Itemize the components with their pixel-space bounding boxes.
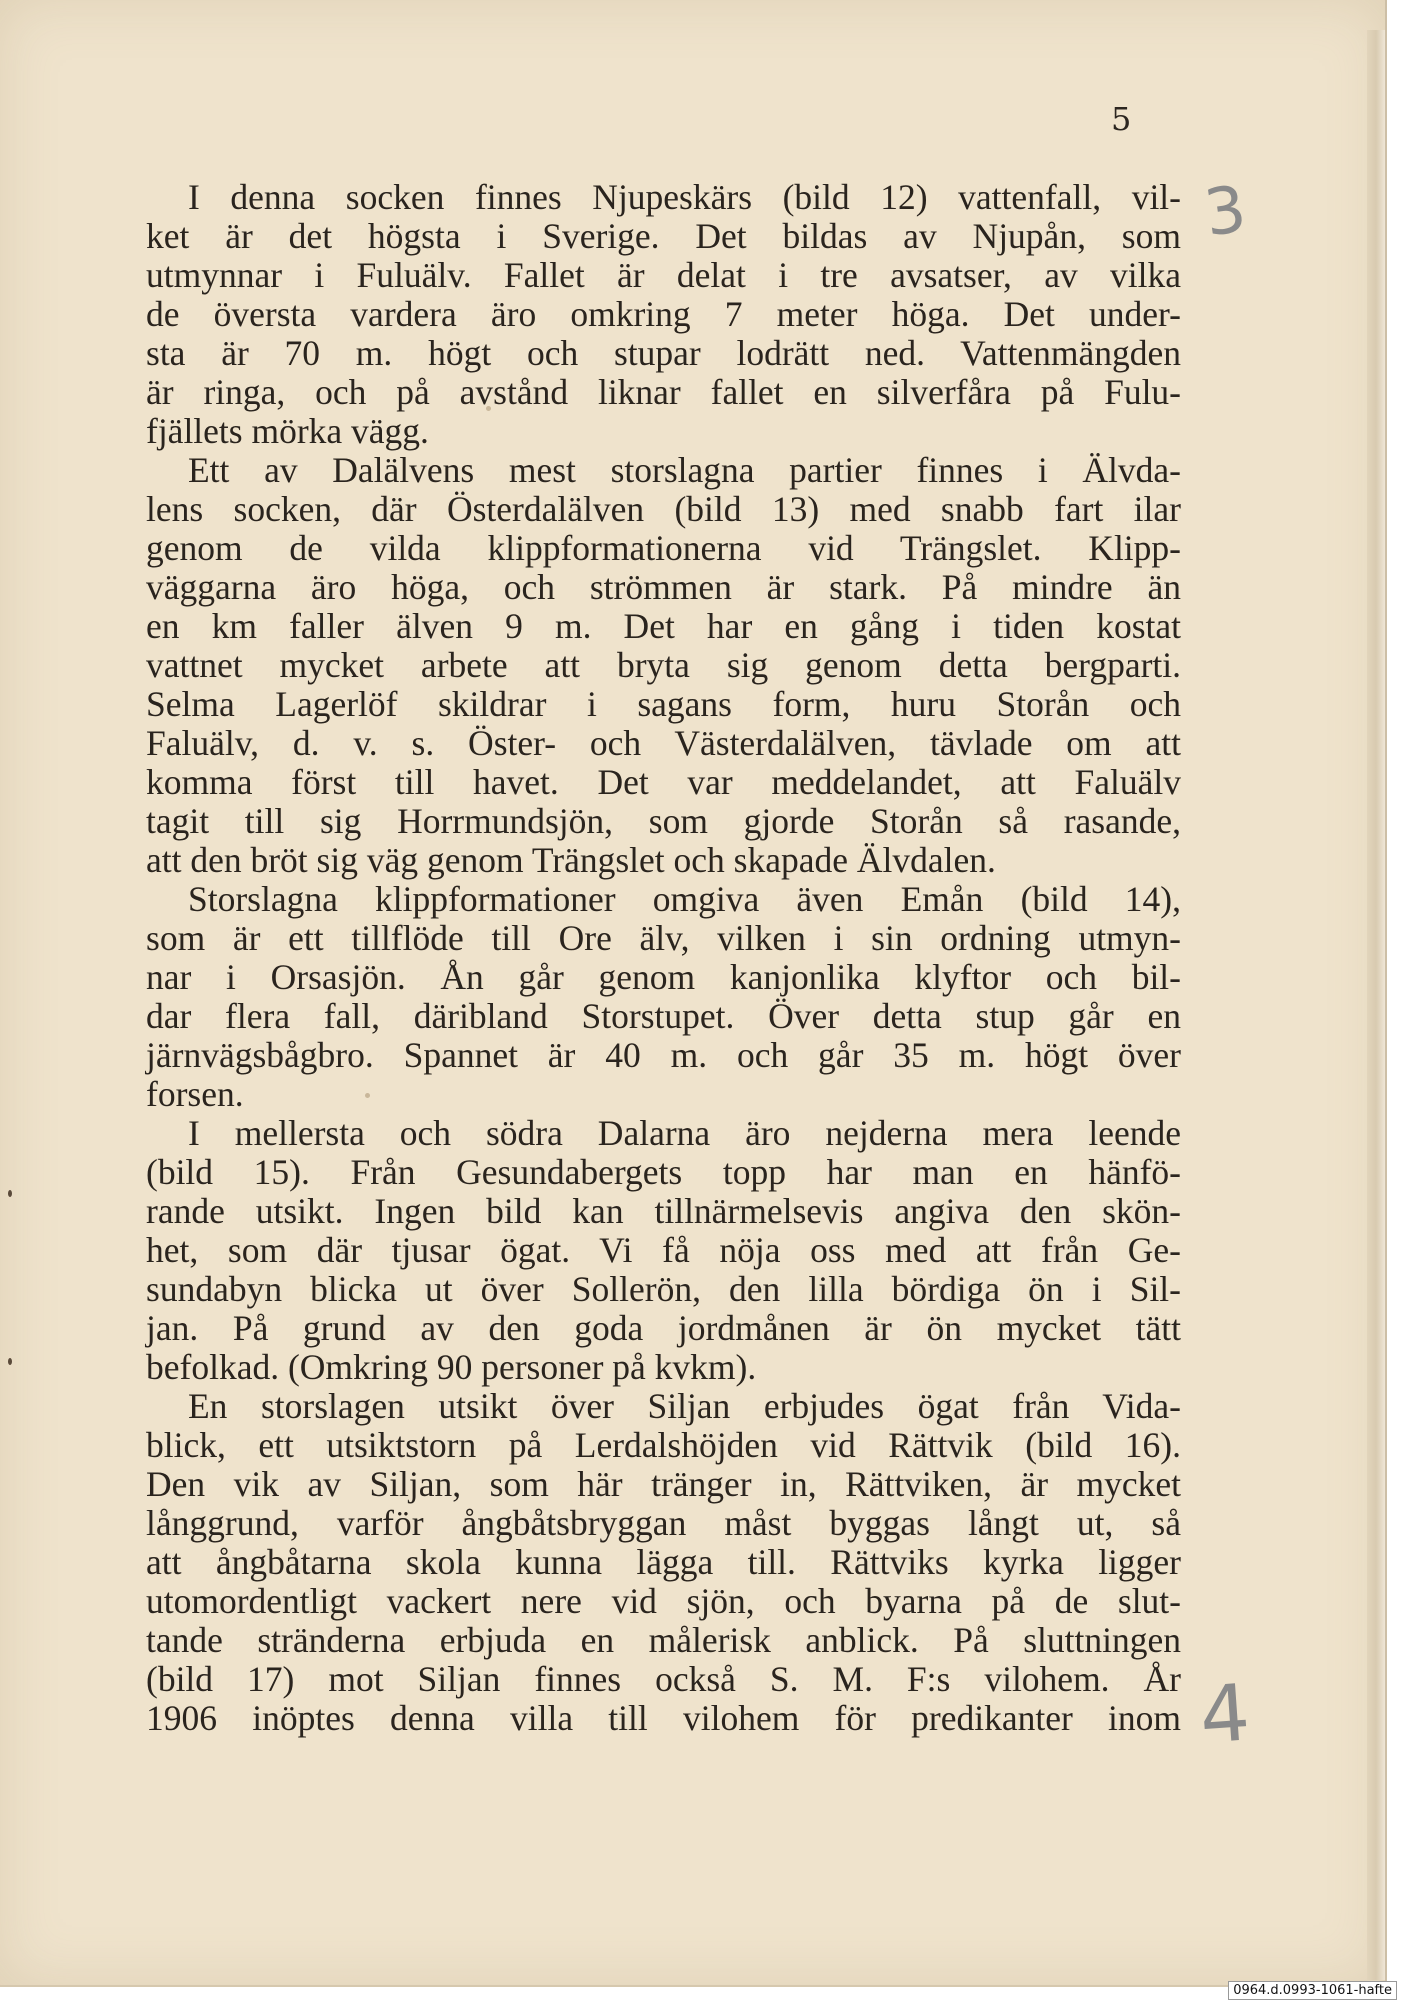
paper-mark xyxy=(8,1190,12,1197)
text-line: komma först till havet. Det var meddelandet, att Faluälv xyxy=(146,762,1181,802)
text-line: tagit till sig Horrmundsjön, som gjorde Storån så rasande, xyxy=(146,801,1181,841)
text-line: I denna socken finnes Njupeskärs (bild 12) vattenfall, vil- xyxy=(188,177,1181,217)
text-line: Selma Lagerlöf skildrar i sagans form, huru Storån och xyxy=(146,684,1181,724)
text-line: jan. På grund av den goda jordmånen är ön mycket tätt xyxy=(146,1308,1181,1348)
text-line: Den vik av Siljan, som här tränger in, Rättviken, är mycket xyxy=(146,1464,1181,1504)
text-line: sta är 70 m. högt och stupar lodrätt ned. Vattenmängden xyxy=(146,333,1181,373)
text-line: som är ett tillflöde till Ore älv, vilken i sin ordning utmyn- xyxy=(146,918,1181,958)
text-line: väggarna äro höga, och strömmen är stark. På mindre än xyxy=(146,567,1181,607)
text-line: I mellersta och södra Dalarna äro nejderna mera leende xyxy=(188,1113,1181,1153)
text-line: blick, ett utsiktstorn på Lerdalshöjden vid Rättvik (bild 16). xyxy=(146,1425,1181,1465)
paper-mark xyxy=(8,1358,12,1365)
text-line: fjällets mörka vägg. xyxy=(146,411,429,451)
page-number: 5 xyxy=(1111,100,1132,138)
text-line: Faluälv, d. v. s. Öster- och Västerdalälven, tävlade om att xyxy=(146,723,1181,763)
body-text xyxy=(146,178,1181,1738)
text-line: att den bröt sig väg genom Trängslet och skapade Älvdalen. xyxy=(146,840,996,880)
margin-note-bottom: 4 xyxy=(1196,1668,1253,1762)
margin-note-top: 3 xyxy=(1200,172,1251,252)
text-line: Ett av Dalälvens mest storslagna partier finnes i Älvda- xyxy=(188,450,1181,490)
text-line: vattnet mycket arbete att bryta sig genom detta bergparti. xyxy=(146,645,1181,685)
text-line: het, som där tjusar ögat. Vi få nöja oss med att från Ge- xyxy=(146,1230,1181,1270)
text-line: sundabyn blicka ut över Sollerön, den lilla bördiga ön i Sil- xyxy=(146,1269,1181,1309)
text-line: utomordentligt vackert nere vid sjön, och byarna på de slut- xyxy=(146,1581,1181,1621)
text-line: ket är det högsta i Sverige. Det bildas av Njupån, som xyxy=(146,216,1181,256)
text-line: genom de vilda klippformationerna vid Trängslet. Klipp- xyxy=(146,528,1181,568)
text-line: utmynnar i Fuluälv. Fallet är delat i tre avsatser, av vilka xyxy=(146,255,1181,295)
text-line: rande utsikt. Ingen bild kan tillnärmelsevis angiva den skön- xyxy=(146,1191,1181,1231)
text-line: En storslagen utsikt över Siljan erbjudes ögat från Vida- xyxy=(188,1386,1181,1426)
archive-id-label: 0964.d.0993-1061-hafte xyxy=(1228,1981,1397,2000)
text-line: de översta vardera äro omkring 7 meter höga. Det under- xyxy=(146,294,1181,334)
text-line: att ångbåtarna skola kunna lägga till. Rättviks kyrka ligger xyxy=(146,1542,1181,1582)
text-line: långgrund, varför ångbåtsbryggan måst byggas långt ut, så xyxy=(146,1503,1181,1543)
text-line: järnvägsbågbro. Spannet är 40 m. och går 35 m. högt över xyxy=(146,1035,1181,1075)
text-line: nar i Orsasjön. Ån går genom kanjonlika klyftor och bil- xyxy=(146,957,1181,997)
text-line: forsen. xyxy=(146,1074,244,1114)
text-line: (bild 15). Från Gesundabergets topp har man en hänfö- xyxy=(146,1152,1181,1192)
text-line: en km faller älven 9 m. Det har en gång i tiden kostat xyxy=(146,606,1181,646)
text-line: dar flera fall, däribland Storstupet. Över detta stup går en xyxy=(146,996,1181,1036)
page-edge xyxy=(1367,30,1385,1980)
text-line: lens socken, där Österdalälven (bild 13) med snabb fart ilar xyxy=(146,489,1181,529)
text-line: tande stränderna erbjuda en målerisk anblick. På sluttningen xyxy=(146,1620,1181,1660)
text-line: (bild 17) mot Siljan finnes också S. M. F:s vilohem. År xyxy=(146,1659,1181,1699)
text-line: är ringa, och på avstånd liknar fallet en silverfåra på Fulu- xyxy=(146,372,1181,412)
text-line: Storslagna klippformationer omgiva även Emån (bild 14), xyxy=(188,879,1181,919)
text-line: befolkad. (Omkring 90 personer på kvkm). xyxy=(146,1347,757,1387)
text-line: 1906 inöptes denna villa till vilohem för predikanter inom xyxy=(146,1698,1181,1738)
